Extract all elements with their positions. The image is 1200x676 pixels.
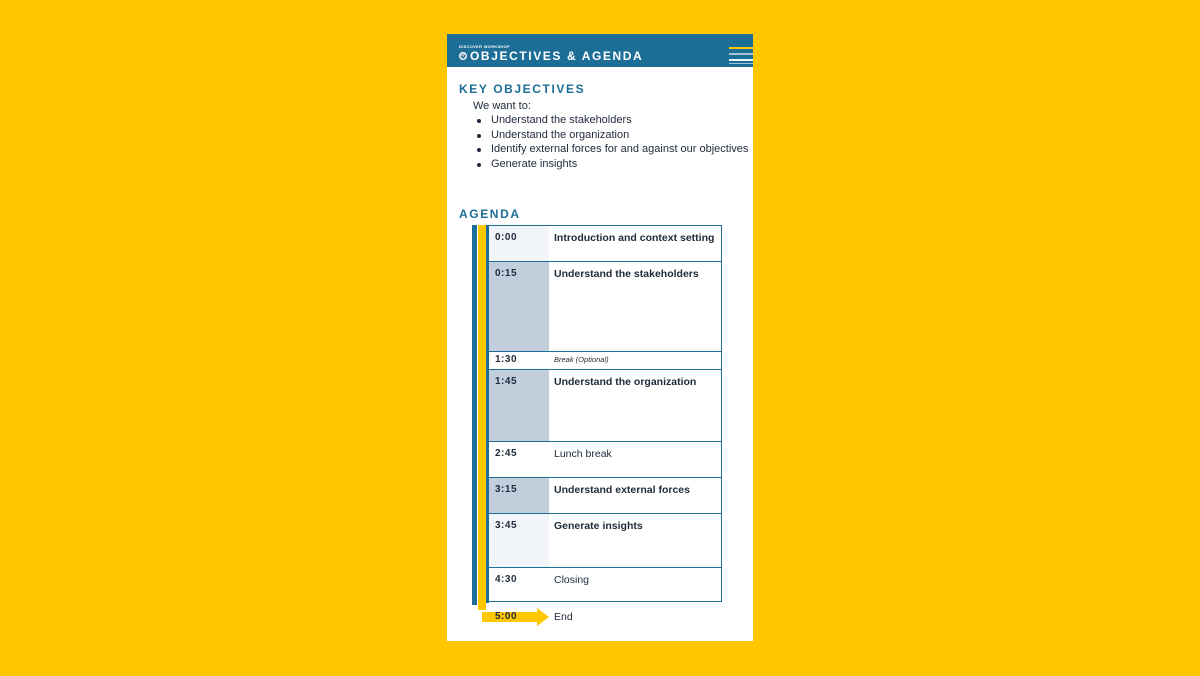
page-header — [447, 34, 753, 67]
end-arrow-icon — [537, 608, 549, 626]
decorative-stripes-icon — [729, 47, 753, 65]
table-row — [489, 352, 721, 370]
timeline-bar-yellow — [478, 225, 486, 610]
row-time: 3:15 — [495, 484, 518, 495]
row-time: 4:30 — [495, 574, 518, 585]
table-row — [489, 442, 721, 478]
checkmark-logo-icon — [459, 52, 467, 60]
list-item: Identify external forces for and against our objectives — [477, 142, 748, 157]
row-label: Understand the organization — [554, 376, 697, 388]
row-time: 0:00 — [495, 232, 518, 243]
row-label: Understand external forces — [554, 484, 690, 496]
agenda-heading: AGENDA — [459, 207, 521, 221]
row-label: Closing — [554, 574, 590, 586]
list-item: Understand the organization — [477, 128, 748, 143]
row-label: Understand the stakeholders — [554, 268, 699, 280]
row-time: 1:45 — [495, 376, 518, 387]
table-row — [489, 262, 721, 352]
table-row — [489, 370, 721, 442]
row-label: Generate insights — [554, 520, 643, 532]
end-label: End — [554, 611, 573, 623]
table-row — [489, 226, 721, 262]
page-title: OBJECTIVES & AGENDA — [470, 49, 644, 63]
objectives-list — [477, 113, 748, 172]
objectives-heading: KEY OBJECTIVES — [459, 82, 586, 96]
header-kicker: DISCOVER WORKSHOP — [459, 44, 511, 49]
table-row — [489, 514, 721, 568]
row-label: Introduction and context setting — [554, 232, 715, 244]
table-row — [489, 568, 721, 602]
table-row — [489, 478, 721, 514]
timeline-bar-blue — [472, 225, 477, 605]
end-time: 5:00 — [495, 611, 518, 622]
row-time: 0:15 — [495, 268, 518, 279]
row-time: 2:45 — [495, 448, 518, 459]
agenda-table — [489, 225, 722, 602]
list-item: Understand the stakeholders — [477, 113, 748, 128]
row-label: Break (Optional) — [554, 355, 609, 364]
list-item: Generate insights — [477, 157, 748, 172]
row-time: 3:45 — [495, 520, 518, 531]
agenda-card — [447, 34, 753, 641]
row-label: Lunch break — [554, 448, 612, 460]
row-time: 1:30 — [495, 354, 518, 365]
objectives-intro: We want to: — [473, 100, 531, 112]
